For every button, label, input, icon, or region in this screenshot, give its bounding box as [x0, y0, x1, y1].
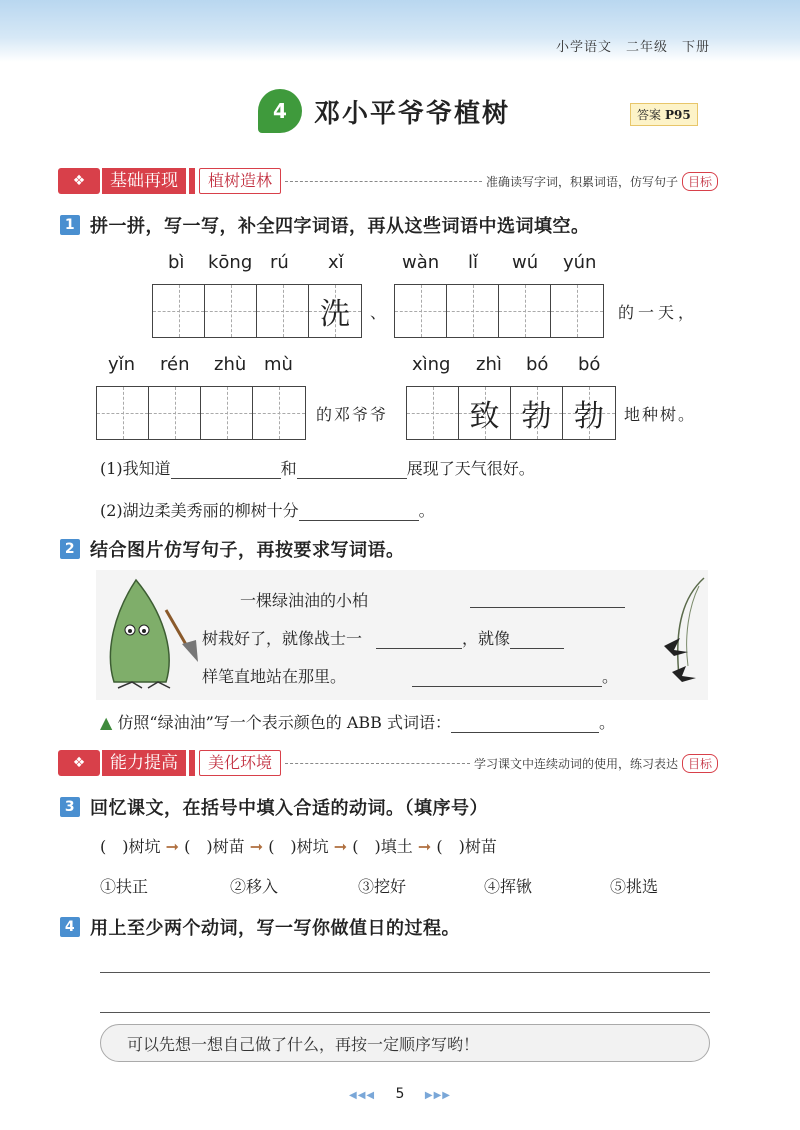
- writing-line[interactable]: [100, 1012, 710, 1013]
- section-divider: [189, 168, 195, 194]
- char-cell[interactable]: 洗: [309, 285, 361, 337]
- pinyin: zhì: [476, 354, 502, 375]
- section-subtitle: 植树造林: [199, 168, 281, 194]
- sentence-text: 。: [602, 667, 619, 686]
- sentence-text: 。: [599, 713, 616, 732]
- sentence-line-1: 一棵绿油油的小柏: [240, 591, 369, 610]
- lesson-title: 邓小平爷爷植树: [314, 98, 511, 129]
- char-cell[interactable]: [395, 285, 447, 337]
- answer-page: P95: [665, 108, 691, 122]
- sentence-text: 树栽好了，就像战士一: [202, 629, 363, 648]
- char-cell[interactable]: [205, 285, 257, 337]
- lesson-title-block: [258, 86, 510, 136]
- shovel-arrow-icon: ➞: [417, 837, 432, 856]
- text-after-b: 的一天，: [618, 303, 699, 322]
- pinyin: xìng: [412, 354, 451, 375]
- blank[interactable]: [376, 631, 462, 649]
- sentence-text: 和: [280, 459, 297, 478]
- option-1: ①扶正: [100, 877, 149, 896]
- step-item[interactable]: ( )树坑: [268, 837, 329, 856]
- section-divider: [189, 750, 195, 776]
- pinyin: zhù: [214, 354, 247, 375]
- question-3: [60, 794, 488, 820]
- pinyin: kōng: [208, 252, 253, 273]
- step-item[interactable]: ( )填土: [352, 837, 413, 856]
- page-number: 5: [395, 1086, 405, 1102]
- tree-icon: ▲: [100, 713, 113, 732]
- char-cell[interactable]: [499, 285, 551, 337]
- blank[interactable]: [470, 590, 625, 608]
- pinyin: mù: [264, 354, 293, 375]
- blank[interactable]: [297, 461, 407, 479]
- next-arrows-icon: ▶▶▶: [424, 1090, 451, 1101]
- char-cell[interactable]: 致: [459, 387, 511, 439]
- tip-text: 可以先想一想自己做了什么，再按一定顺序写哟！: [127, 1034, 480, 1054]
- book-icon: ❖: [58, 750, 100, 776]
- pinyin: xǐ: [328, 252, 344, 273]
- char-grid-b[interactable]: [394, 284, 604, 338]
- target-tag: 目标: [682, 172, 718, 191]
- sentence-text: (2)湖边柔美秀丽的柳树十分: [100, 501, 299, 520]
- section-label: 基础再现: [102, 168, 186, 194]
- char-cell[interactable]: 勃: [511, 387, 563, 439]
- option-2: ②移入: [230, 877, 279, 896]
- question-text: 用上至少两个动词，写一写你做值日的过程。: [90, 918, 460, 939]
- question-1: [60, 212, 590, 238]
- book-icon: ❖: [58, 168, 100, 194]
- pinyin: bó: [526, 354, 549, 375]
- char-cell[interactable]: [97, 387, 149, 439]
- question-text: 结合图片仿写句子，再按要求写词语。: [90, 540, 405, 561]
- section-target: 学习课文中连续动词的使用，练习表达: [473, 756, 678, 771]
- pinyin: wàn: [402, 252, 440, 273]
- tip-banner: [100, 1024, 710, 1062]
- sentence-1: [100, 456, 535, 479]
- char-cell[interactable]: [447, 285, 499, 337]
- separator: 、: [370, 303, 387, 322]
- option-5: ⑤挑选: [610, 877, 659, 896]
- section-target: 准确读写字词，积累词语，仿写句子: [485, 174, 678, 189]
- text-after-d: 地种树。: [624, 405, 697, 424]
- blank[interactable]: [171, 461, 281, 479]
- step-item[interactable]: ( )树苗: [184, 837, 245, 856]
- section-label: 能力提高: [102, 750, 186, 776]
- char-cell[interactable]: [153, 285, 205, 337]
- question-2: [60, 536, 405, 562]
- section-subtitle: 美化环境: [199, 750, 281, 776]
- char-cell[interactable]: 勃: [563, 387, 615, 439]
- dotted-leader: [285, 181, 482, 182]
- question-number: 4: [60, 917, 80, 937]
- sentence-line-3: [202, 664, 618, 687]
- blank[interactable]: [412, 669, 602, 687]
- char-cell[interactable]: [551, 285, 603, 337]
- willow-swallow-illustration: [644, 576, 714, 696]
- question-number: 2: [60, 539, 80, 559]
- dotted-leader: [285, 763, 470, 764]
- grade-label: 小学语文 二年级 下册: [555, 40, 710, 55]
- text-after-c: 的邓爷爷: [316, 405, 389, 424]
- sentence-text: ，就像: [462, 629, 511, 648]
- sentence-text: 。: [418, 501, 435, 520]
- step-sequence: [100, 834, 497, 857]
- char-grid-d[interactable]: [406, 386, 616, 440]
- pinyin: rú: [270, 252, 289, 273]
- sentence-2: [100, 498, 435, 521]
- question-text: 回忆课文，在括号中填入合适的动词。（填序号）: [90, 798, 488, 819]
- char-cell[interactable]: [201, 387, 253, 439]
- question-number: 1: [60, 215, 80, 235]
- section-header-advanced: [58, 748, 718, 778]
- pinyin: yún: [563, 252, 597, 273]
- answer-label: 答案: [637, 108, 662, 122]
- target-tag: 目标: [682, 754, 718, 773]
- char-cell[interactable]: [407, 387, 459, 439]
- blank[interactable]: [451, 715, 599, 733]
- pinyin: bó: [578, 354, 601, 375]
- blank[interactable]: [299, 503, 419, 521]
- question-4: [60, 914, 460, 940]
- option-4: ④挥锹: [484, 877, 533, 896]
- sentence-text: (1)我知道: [100, 459, 171, 478]
- char-grid-a[interactable]: [152, 284, 362, 338]
- lesson-number-badge: 4: [258, 89, 302, 133]
- char-cell[interactable]: [257, 285, 309, 337]
- option-3: ③挖好: [358, 877, 407, 896]
- question-number: 3: [60, 797, 80, 817]
- shovel-arrow-icon: ➞: [249, 837, 264, 856]
- sentence-text: 展现了天气很好。: [406, 459, 535, 478]
- shovel-arrow-icon: ➞: [333, 837, 348, 856]
- char-grid-c[interactable]: [96, 386, 306, 440]
- pinyin: rén: [160, 354, 190, 375]
- question-text: 拼一拼，写一写，补全四字词语，再从这些词语中选词填空。: [90, 216, 590, 237]
- writing-line[interactable]: [100, 972, 710, 973]
- pinyin: bì: [168, 252, 185, 273]
- pinyin: lǐ: [468, 252, 479, 273]
- page-footer: [0, 1086, 800, 1102]
- abb-task: [100, 710, 615, 733]
- char-cell[interactable]: [149, 387, 201, 439]
- step-item[interactable]: ( )树坑: [100, 837, 161, 856]
- section-header-basic: [58, 166, 718, 196]
- answer-ref[interactable]: [630, 103, 698, 126]
- blank[interactable]: [510, 631, 564, 649]
- pinyin: wú: [512, 252, 539, 273]
- pinyin: yǐn: [108, 354, 136, 375]
- shovel-arrow-icon: ➞: [165, 837, 179, 856]
- prev-arrows-icon: ◀◀◀: [349, 1090, 376, 1101]
- sentence-text: 样笔直地站在那里。: [202, 667, 347, 686]
- step-item[interactable]: ( )树苗: [436, 837, 497, 856]
- sentence-line-2: [202, 626, 564, 649]
- char-cell[interactable]: [253, 387, 305, 439]
- abb-text: 仿照“绿油油”写一个表示颜色的 ABB 式词语：: [117, 713, 452, 732]
